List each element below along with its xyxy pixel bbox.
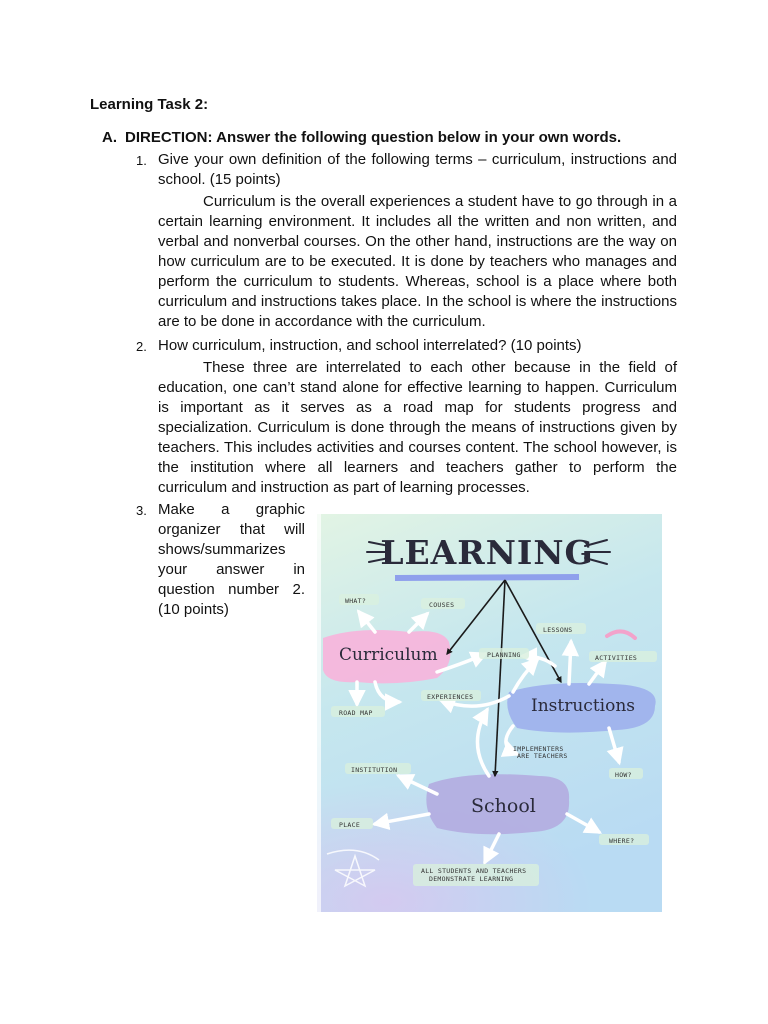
question-1-prompt: Give your own definition of the following terms – curriculum, instructions and school. (15 points) (158, 151, 677, 188)
task-heading: Learning Task 2: (90, 96, 209, 113)
label-planning: PLANNING (487, 651, 521, 659)
label-activities: ACTIVITIES (595, 654, 638, 662)
question-3-number: 3. (136, 503, 147, 518)
school-node: School (471, 795, 536, 817)
question-2-answer: These three are interrelated to each other because in the field of education, one can’t stand alone for effective learning to happen. Curriculum is important as it serves as a road map for students progress and specialization. Curriculum is done through the means of instructions given by teachers. This includes activities and courses content. The school however, is the institution where all learners and teachers gather to perform the curriculum and instruction as part of learning processes. (158, 359, 677, 496)
label-lessons: LESSONS (543, 626, 573, 634)
question-3-line: Make a graphic (158, 501, 305, 518)
label-how: HOW? (615, 771, 632, 779)
question-1-number: 1. (136, 153, 147, 168)
label-all-students: DEMONSTRATE LEARNING (429, 875, 514, 883)
label-road-map: ROAD MAP (339, 709, 373, 717)
label-experiences: EXPERIENCES (427, 693, 474, 701)
organizer-title: LEARNING (380, 533, 594, 572)
graphic-organizer (317, 514, 662, 912)
question-2-number: 2. (136, 339, 147, 354)
label-place: PLACE (339, 821, 361, 829)
question-3-line: shows/summarizes (158, 541, 286, 558)
instructions-node: Instructions (531, 696, 635, 716)
label-couses: COUSES (429, 601, 455, 609)
label-implementers: ARE TEACHERS (517, 752, 568, 760)
question-3-line: (10 points) (158, 601, 229, 618)
label-what: WHAT? (345, 597, 367, 605)
question-2-prompt: How curriculum, instruction, and school interrelated? (10 points) (158, 337, 582, 354)
section-letter: A. (102, 129, 117, 146)
label-implementers: IMPLEMENTERS (513, 745, 564, 753)
question-1-answer: Curriculum is the overall experiences a student have to go through in a certain learning environment. It includes all the written and non written, and verbal and nonverbal courses. On the other hand, instructions are the way on how curriculum are to be executed. It is done by teachers who manages and perform the curriculum to students. Whereas, school is a place where both curriculum and instructions takes place. In the school is where the instructions are to be done in accordance with the curriculum. (158, 193, 677, 330)
question-3-line: organizer that will (158, 521, 305, 538)
label-all-students: ALL STUDENTS AND TEACHERS (421, 867, 527, 875)
title-underline (395, 574, 579, 581)
question-3-line: your answer in (158, 561, 305, 578)
label-institution: INSTITUTION (351, 766, 398, 774)
curriculum-node: Curriculum (339, 645, 438, 665)
section-direction: DIRECTION: Answer the following question below in your own words. (125, 129, 622, 146)
question-3-line: question number 2. (158, 581, 305, 598)
question-3-prompt (158, 500, 305, 620)
label-where: WHERE? (609, 837, 635, 845)
